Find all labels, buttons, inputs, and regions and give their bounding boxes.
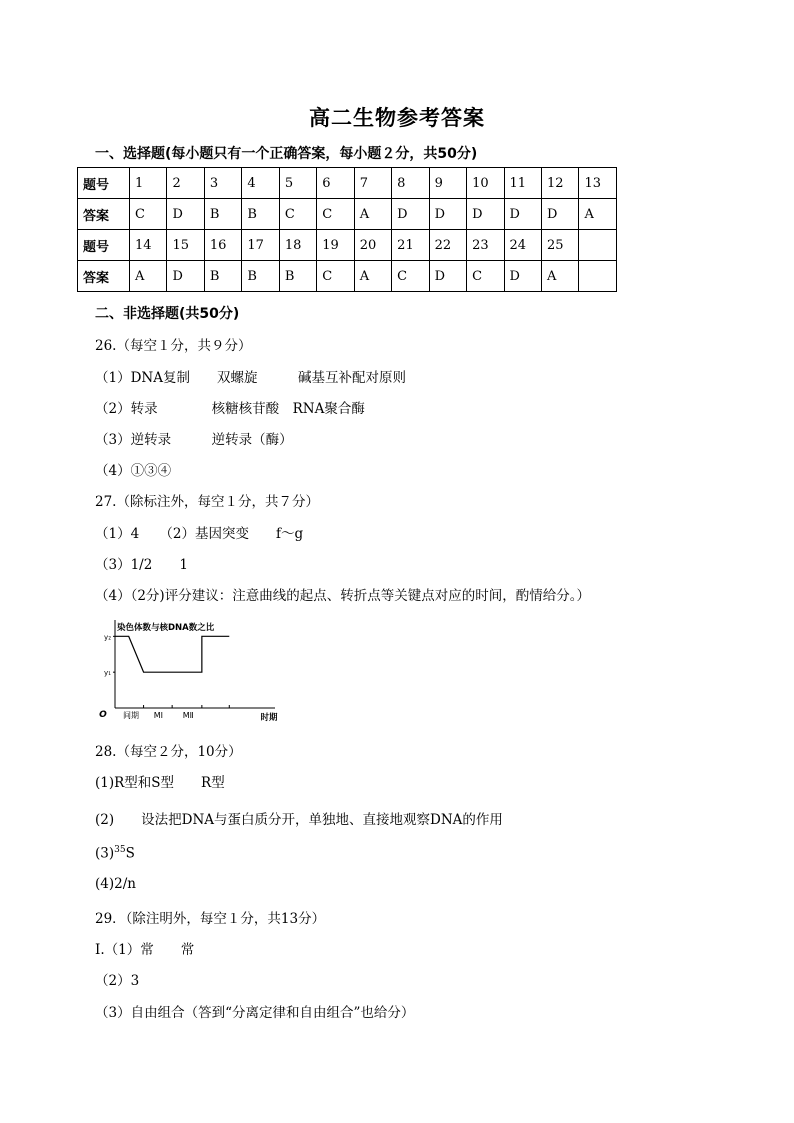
answer-table-cell: B <box>204 199 241 230</box>
q26-title: 26.（每空１分，共９分） <box>95 338 252 354</box>
answer-table-cell: C <box>317 199 354 230</box>
answer-table-cell: 20 <box>354 230 391 261</box>
answer-table-cell <box>579 261 617 292</box>
q29-line-3: （3）自由组合（答到“分离定律和自由组合”也给分） <box>95 1005 415 1021</box>
origin-label: O <box>99 710 107 720</box>
answer-table-row-header: 题号 <box>78 168 130 199</box>
answer-table-cell: 12 <box>541 168 578 199</box>
answer-table-row-header: 答案 <box>78 261 130 292</box>
answer-table-cell: C <box>130 199 167 230</box>
answer-table-cell: 7 <box>354 168 391 199</box>
q27-title: 27.（除标注外，每空１分，共７分） <box>95 494 319 510</box>
answer-table-cell: 5 <box>279 168 316 199</box>
section-2-heading: 二、非选择题(共50分) <box>95 306 240 322</box>
answer-table <box>77 167 617 292</box>
section-1-heading: 一、选择题(每小题只有一个正确答案，每小题２分，共50分) <box>95 146 478 162</box>
answer-table-row-header: 题号 <box>78 230 130 261</box>
answer-table-cell: 25 <box>541 230 578 261</box>
q29-line-1: Ⅰ.（1）常 常 <box>95 942 195 958</box>
answer-table-cell: 18 <box>279 230 316 261</box>
answer-table-cell: C <box>317 261 354 292</box>
answer-table-cell: 11 <box>504 168 541 199</box>
q28-title: 28.（每空２分，10分） <box>95 744 242 760</box>
answer-table-cell: 15 <box>167 230 204 261</box>
answer-table-cell: A <box>579 199 617 230</box>
q28-line-1: (1)R型和S型 R型 <box>95 775 225 791</box>
x-tick-label: MⅡ <box>182 711 194 720</box>
answer-table-row-header: 答案 <box>78 199 130 230</box>
answer-table-cell <box>579 230 617 261</box>
answer-table-cell: 21 <box>392 230 429 261</box>
q28-line-4: (4)2/n <box>95 876 136 892</box>
q26-line-3: （3）逆转录 逆转录（酶） <box>95 432 293 448</box>
answer-table-cell: 23 <box>467 230 504 261</box>
q26-line-4: （4）①③④ <box>95 463 172 479</box>
answer-table-cell: B <box>242 261 279 292</box>
q28-line-3-prefix: (3) <box>95 845 115 862</box>
answer-table-cell: D <box>504 261 541 292</box>
answer-table-cell: 22 <box>429 230 466 261</box>
answer-table-cell: B <box>204 261 241 292</box>
page-title: 高二生物参考答案 <box>309 106 485 130</box>
answer-table-cell: 9 <box>429 168 466 199</box>
answer-table-cell: 1 <box>130 168 167 199</box>
answer-table-cell: D <box>167 199 204 230</box>
q28-line-3-suffix: S <box>125 845 135 862</box>
q26-line-1: （1）DNA复制 双螺旋 碱基互补配对原则 <box>95 370 406 386</box>
y-tick-label: y₂ <box>104 633 111 642</box>
chromosome-dna-ratio-chart <box>95 618 295 726</box>
answer-table-cell: 14 <box>130 230 167 261</box>
answer-table-cell: 19 <box>317 230 354 261</box>
q28-line-3 <box>95 845 135 862</box>
answer-table-row <box>78 230 617 261</box>
y-axis-label: 染色体数与核DNA数之比 <box>117 623 215 633</box>
q27-line-2: （3）1/2 1 <box>95 557 188 573</box>
answer-table-cell: C <box>392 261 429 292</box>
answer-table-row <box>78 199 617 230</box>
q28-line-2: (2) 设法把DNA与蛋白质分开，单独地、直接地观察DNA的作用 <box>95 812 503 828</box>
answer-table-cell: A <box>541 261 578 292</box>
answer-table-cell: 17 <box>242 230 279 261</box>
answer-table-cell: D <box>541 199 578 230</box>
answer-table-cell: 13 <box>579 168 617 199</box>
answer-table-cell: D <box>392 199 429 230</box>
answer-table-row <box>78 261 617 292</box>
answer-table-cell: D <box>467 199 504 230</box>
answer-table-cell: D <box>504 199 541 230</box>
x-axis-label: 时期 <box>260 713 278 723</box>
answer-table-cell: A <box>354 199 391 230</box>
answer-table-cell: D <box>429 199 466 230</box>
answer-table-cell: 3 <box>204 168 241 199</box>
answer-table-cell: A <box>130 261 167 292</box>
x-tick-label: MⅠ <box>153 711 164 720</box>
answer-table-cell: D <box>167 261 204 292</box>
answer-table-cell: 2 <box>167 168 204 199</box>
answer-table-cell: 10 <box>467 168 504 199</box>
answer-table-cell: D <box>429 261 466 292</box>
answer-table-row <box>78 168 617 199</box>
answer-table-cell: C <box>467 261 504 292</box>
answer-table-cell: 8 <box>392 168 429 199</box>
answer-table-cell: B <box>279 261 316 292</box>
x-tick-label: 间期 <box>123 711 139 720</box>
y-tick-label: y₁ <box>104 669 111 678</box>
q27-line-3: （4）（2分)评分建议：注意曲线的起点、转折点等关键点对应的时间，酌情给分。） <box>95 588 590 604</box>
ratio-line <box>115 636 229 672</box>
answer-table-cell: A <box>354 261 391 292</box>
answer-table-cell: 24 <box>504 230 541 261</box>
answer-table-cell: 6 <box>317 168 354 199</box>
answer-table-cell: 4 <box>242 168 279 199</box>
answer-table-cell: B <box>242 199 279 230</box>
q28-line-3-superscript: 35 <box>114 845 126 855</box>
answer-table-cell: C <box>279 199 316 230</box>
q29-title: 29．（除注明外，每空１分，共13分） <box>95 911 326 927</box>
answer-table-cell: 16 <box>204 230 241 261</box>
q29-line-2: （2）3 <box>95 973 140 989</box>
q27-line-1: （1）4 （2）基因突变 f～g <box>95 526 304 542</box>
q26-line-2: （2）转录 核糖核苷酸 RNA聚合酶 <box>95 401 365 417</box>
